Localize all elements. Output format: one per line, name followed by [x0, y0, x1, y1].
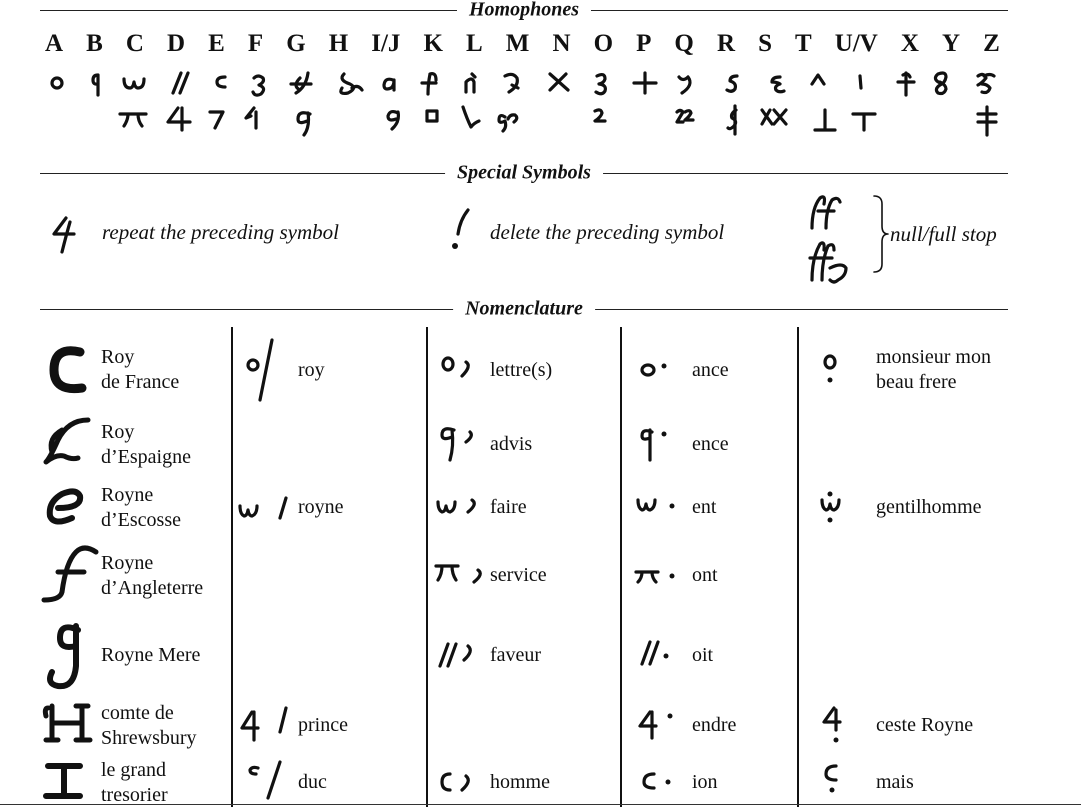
column-divider [426, 327, 428, 807]
letter: M [505, 30, 530, 57]
repeat-symbol-label: repeat the preceding symbol [102, 220, 339, 244]
letter: I/J [371, 30, 401, 57]
cipher-glyph-icon [443, 358, 453, 370]
cipher-glyph-icon [253, 76, 264, 95]
cipher-glyph-icon [442, 429, 454, 460]
nomenclature-entry: royne [298, 496, 344, 518]
letter: Y [942, 30, 961, 57]
nomenclature-entry [101, 701, 197, 751]
cipher-glyph-icon [52, 78, 62, 88]
cipher-glyph-icon [822, 500, 839, 510]
homophones-title: Homophones [457, 0, 591, 22]
cipher-glyph-icon [468, 500, 474, 512]
delete-symbol-dot-icon [452, 243, 458, 249]
cipher-glyph-icon [978, 107, 996, 135]
big-i-glyph-icon [46, 766, 80, 796]
cipher-glyph-icon [505, 74, 518, 92]
cipher-dot-icon [662, 432, 667, 437]
cipher-glyph-icon [250, 767, 258, 774]
cipher-glyph-icon [462, 362, 468, 376]
cipher-dot-icon [828, 492, 833, 497]
cipher-glyph-icon [438, 502, 455, 512]
cipher-glyph-icon [442, 774, 450, 790]
cipher-glyph-icon [812, 75, 824, 84]
cipher-glyph-icon [242, 712, 258, 740]
nomenclature-entry: ance [692, 359, 729, 381]
entry-line-1: comte de [101, 702, 174, 724]
letter: E [208, 30, 225, 57]
entry-line-1: Royne [101, 552, 154, 574]
nomenclature-entry: ont [692, 564, 718, 586]
entry-line-1: le grand [101, 759, 166, 781]
nomenclature-col2-icons [240, 340, 286, 798]
entry-line-2: d’Escosse [101, 509, 181, 531]
nomenclature-entry [101, 551, 203, 601]
null-symbol-1-icon [812, 197, 840, 228]
cipher-glyph-icon [93, 75, 98, 95]
letter: K [423, 30, 443, 57]
cipher-glyph-icon [595, 110, 605, 121]
letter: Z [983, 30, 1000, 57]
bottom-rule [0, 804, 1081, 805]
cipher-glyph-icon [280, 708, 286, 732]
cipher-glyph-icon [677, 111, 693, 123]
big-f-glyph-icon [44, 548, 96, 600]
cipher-glyph-icon [978, 74, 994, 92]
cipher-glyph-icon [762, 110, 786, 124]
nomenclature-entry [101, 420, 191, 470]
cipher-glyph-icon [638, 500, 655, 510]
cipher-glyph-icon [825, 356, 835, 368]
letter: O [593, 30, 614, 57]
big-e-glyph-icon [50, 491, 80, 521]
cipher-glyph-icon [642, 642, 658, 664]
cipher-dot-icon [828, 518, 833, 523]
nomenclature-entry [101, 483, 181, 533]
cipher-glyph-icon [824, 708, 840, 730]
cipher-glyph-icon [727, 76, 737, 91]
cipher-glyph-icon [440, 644, 456, 666]
cipher-glyph-icon [815, 110, 835, 130]
nomenclature-entry: prince [298, 714, 348, 736]
big-h-glyph-icon [45, 706, 90, 740]
column-divider [620, 327, 622, 807]
cipher-glyph-icon [596, 75, 605, 94]
letter: U/V [834, 30, 878, 57]
cipher-glyph-icon [728, 106, 736, 134]
brace-icon [874, 196, 888, 272]
entry-line-2: beau frere [876, 371, 957, 393]
nomenclature-entry: lettre(s) [490, 359, 553, 381]
cipher-glyph-icon [644, 774, 654, 788]
cipher-glyph-icon [462, 776, 468, 790]
entry-line-2: de France [101, 371, 180, 393]
letter: A [45, 30, 64, 57]
delete-symbol-label: delete the preceding symbol [490, 220, 725, 244]
nomenclature-entry: ence [692, 433, 729, 455]
cipher-glyph-icon [384, 79, 394, 90]
cipher-dot-icon [662, 364, 667, 369]
letter: T [795, 30, 812, 57]
cipher-glyph-icon [298, 113, 310, 135]
nomenclature-entry: mais [876, 771, 914, 793]
cipher-glyph-icon [474, 570, 480, 582]
letter: P [636, 30, 652, 57]
cipher-glyph-icon [772, 77, 784, 92]
letter: S [758, 30, 772, 57]
cipher-glyph-icon [422, 74, 436, 94]
nomenclature-entry: duc [298, 771, 327, 793]
cipher-glyph-icon [935, 73, 946, 94]
letter: L [466, 30, 483, 57]
nomenclature-entry [876, 345, 991, 395]
cipher-glyph-icon [248, 360, 258, 370]
big-d-glyph-icon [46, 420, 88, 462]
nomenclature-entry: ent [692, 496, 717, 518]
letter: N [552, 30, 571, 57]
entry-line-1: Roy [101, 346, 135, 368]
cipher-glyph-icon [240, 506, 257, 516]
letter: C [125, 30, 144, 57]
nomenclature-entry: faveur [490, 644, 542, 666]
big-c-glyph-icon [54, 351, 82, 389]
cipher-glyph-icon [636, 572, 658, 582]
cipher-dot-icon [670, 574, 675, 579]
cipher-dot-icon [670, 504, 675, 509]
nomenclature-entry: gentilhomme [876, 496, 982, 518]
letter: Q [674, 30, 694, 57]
cipher-glyph-icon [640, 712, 656, 738]
cipher-glyph-icon [291, 73, 311, 93]
letter: F [247, 30, 264, 57]
letter: X [900, 30, 919, 57]
letter: R [716, 30, 735, 57]
cipher-dot-icon [830, 788, 835, 793]
cipher-dot-icon [666, 780, 671, 785]
nomenclature-entry: ceste Royne [876, 714, 974, 736]
cipher-dot-icon [834, 738, 839, 743]
nomenclature-entry: endre [692, 714, 737, 736]
cipher-glyph-icon [898, 73, 914, 95]
cipher-glyph-icon [268, 762, 280, 798]
cipher-glyph-icon [466, 432, 471, 442]
nomenclature-entry: homme [490, 771, 550, 793]
cipher-glyph-icon [642, 430, 652, 460]
entry-line-1: Roy [101, 421, 135, 443]
homophone-row-1-icons [52, 73, 994, 95]
special-symbols-title: Special Symbols [445, 162, 603, 185]
nomenclature-col1-icons [44, 351, 96, 796]
nomenclature-entry: ion [692, 771, 718, 793]
repeat-symbol-icon [54, 218, 74, 252]
nomenclature-entry [101, 758, 168, 808]
cipher-glyph-icon [388, 112, 398, 129]
nomenclature-entry: service [490, 564, 547, 586]
nomenclature-entry [101, 643, 200, 668]
cipher-glyph-icon [168, 108, 190, 130]
cipher-glyph-icon [120, 114, 146, 126]
letter: G [286, 30, 306, 57]
nomenclature-entry: faire [490, 496, 527, 518]
cipher-glyph-icon [466, 74, 475, 92]
null-symbol-label: null/full stop [890, 222, 997, 246]
letter: D [167, 30, 186, 57]
column-divider [797, 327, 799, 807]
cipher-glyph-icon [436, 566, 458, 580]
cipher-glyph-icon [173, 73, 188, 93]
nomenclature-title: Nomenclature [453, 298, 595, 321]
entry-line-2: d’Angleterre [101, 577, 204, 599]
nomenclature-entry: roy [298, 359, 325, 381]
cipher-glyph-icon [341, 74, 362, 93]
cipher-glyph-icon [464, 646, 470, 660]
cipher-dot-icon [664, 654, 669, 659]
cipher-glyph-icon [860, 76, 861, 88]
nomenclature-col4-icons [636, 364, 675, 789]
entry-line-1: Royne Mere [101, 644, 201, 666]
cipher-glyph-icon [124, 79, 144, 88]
cipher-glyph-icon [217, 77, 225, 87]
cipher-glyph-icon [499, 115, 517, 131]
entry-line-2: Shrewsbury [101, 727, 197, 749]
nomenclature-entry: oit [692, 644, 714, 666]
cipher-glyph-icon [826, 766, 836, 780]
nomenclature-entry [101, 345, 179, 395]
nomenclature-col3-icons [436, 358, 480, 790]
null-symbol-2-icon [810, 243, 846, 282]
entry-line-1: monsieur mon [876, 346, 991, 368]
cipher-glyph-icon [550, 74, 568, 90]
entry-line-2: d’Espaigne [101, 446, 191, 468]
cipher-glyph-icon [260, 340, 272, 400]
cipher-glyph-icon [280, 498, 286, 518]
cipher-dot-icon [668, 714, 673, 719]
delete-symbol-icon [458, 210, 468, 234]
letter: H [328, 30, 349, 57]
entry-line-2: tresorier [101, 784, 168, 806]
column-divider [231, 327, 233, 807]
cipher-glyph-icon [246, 108, 256, 128]
cipher-glyph-icon [427, 111, 437, 121]
letter: B [86, 30, 103, 57]
cipher-glyph-icon [679, 77, 690, 93]
entry-line-1: Royne [101, 484, 154, 506]
cipher-glyph-icon [463, 107, 479, 127]
nomenclature-entry: advis [490, 433, 533, 455]
cipher-glyph-icon [634, 73, 656, 93]
cipher-glyph-icon [210, 112, 223, 128]
nomenclature-col5-icons [822, 356, 840, 793]
cipher-glyph-icon [642, 365, 654, 375]
homophone-row-2-icons [120, 106, 996, 135]
big-g-glyph-icon [50, 626, 78, 686]
cipher-glyph-icon [853, 114, 875, 130]
cipher-dot-icon [828, 378, 833, 383]
